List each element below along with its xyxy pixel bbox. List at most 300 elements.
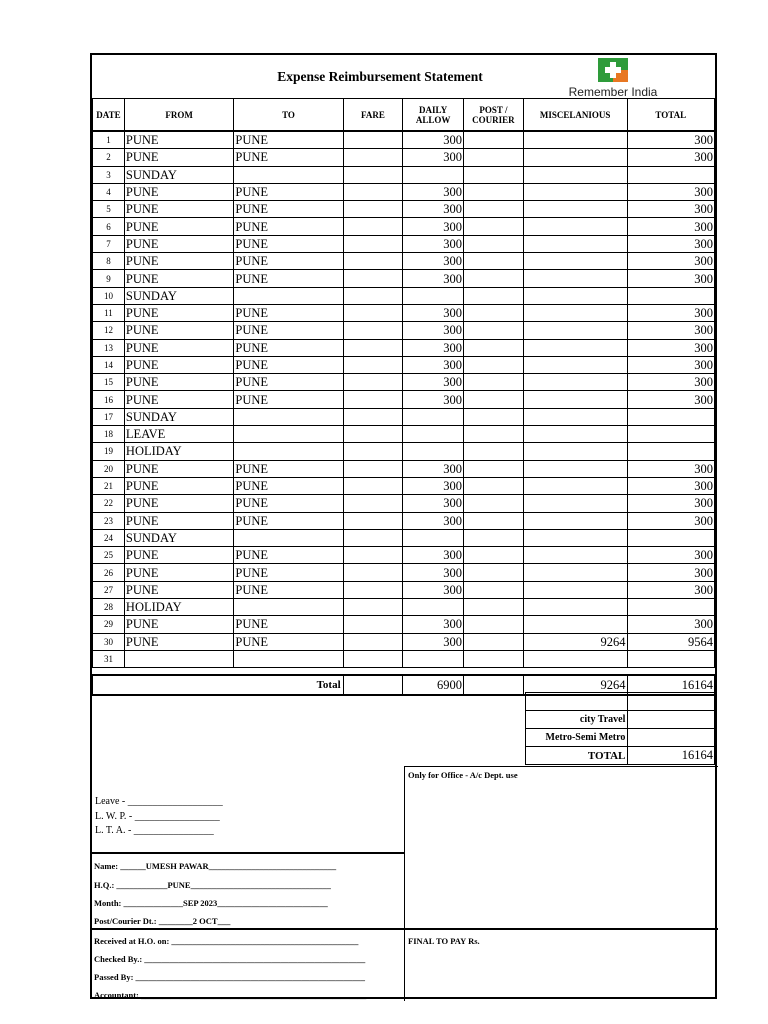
to-cell bbox=[234, 166, 343, 183]
to-cell bbox=[234, 287, 343, 304]
miscelanious-cell bbox=[523, 218, 627, 235]
table-row bbox=[93, 460, 715, 477]
from-cell: SUNDAY bbox=[124, 166, 233, 183]
miscelanious-cell bbox=[523, 477, 627, 494]
to-cell bbox=[234, 599, 343, 616]
to-cell: PUNE bbox=[234, 235, 343, 252]
daily-allow-cell: 300 bbox=[403, 270, 464, 287]
date-cell: 4 bbox=[93, 183, 125, 200]
from-cell: SUNDAY bbox=[124, 529, 233, 546]
spacer-cell bbox=[403, 668, 464, 676]
total-cell: 300 bbox=[627, 183, 715, 200]
post-suffix: ___ bbox=[217, 916, 231, 926]
header-miscelanious: MISCELANIOUS bbox=[523, 99, 627, 132]
spacer-cell bbox=[343, 668, 403, 676]
totals-miscelanious: 9264 bbox=[523, 675, 627, 695]
table-row bbox=[93, 391, 715, 408]
total-cell: 300 bbox=[627, 512, 715, 529]
total-cell bbox=[627, 287, 715, 304]
fare-cell bbox=[343, 616, 403, 633]
date-cell: 12 bbox=[93, 322, 125, 339]
from-cell: LEAVE bbox=[124, 426, 233, 443]
daily-allow-cell bbox=[403, 529, 464, 546]
post-prefix: Post/Courier Dt.: ________ bbox=[94, 916, 193, 926]
daily-allow-cell: 300 bbox=[403, 616, 464, 633]
to-cell: PUNE bbox=[234, 253, 343, 270]
spacer-cell bbox=[124, 668, 233, 676]
from-cell: PUNE bbox=[124, 218, 233, 235]
miscelanious-cell bbox=[523, 149, 627, 166]
date-cell: 31 bbox=[93, 650, 125, 667]
table-row bbox=[93, 633, 715, 650]
daily-allow-cell: 300 bbox=[403, 339, 464, 356]
final-to-pay-box bbox=[404, 928, 718, 1001]
daily-allow-cell: 300 bbox=[403, 131, 464, 149]
totals-label: Total bbox=[93, 675, 344, 695]
from-cell: PUNE bbox=[124, 616, 233, 633]
passed-line: Passed By: ______________________________________________________ bbox=[94, 972, 366, 982]
to-cell: PUNE bbox=[234, 149, 343, 166]
table-row bbox=[93, 512, 715, 529]
table-row bbox=[93, 547, 715, 564]
metro-semi-metro-value bbox=[628, 729, 715, 747]
daily-allow-cell: 300 bbox=[403, 356, 464, 373]
daily-allow-cell: 300 bbox=[403, 547, 464, 564]
to-cell bbox=[234, 408, 343, 425]
daily-allow-cell: 300 bbox=[403, 495, 464, 512]
date-cell: 9 bbox=[93, 270, 125, 287]
fare-cell bbox=[343, 356, 403, 373]
post-courier-cell bbox=[464, 166, 524, 183]
header-post-line2: COURIER bbox=[472, 114, 515, 125]
from-cell: PUNE bbox=[124, 339, 233, 356]
table-row bbox=[93, 581, 715, 598]
date-cell: 20 bbox=[93, 460, 125, 477]
to-cell: PUNE bbox=[234, 304, 343, 321]
miscelanious-cell bbox=[523, 529, 627, 546]
post-courier-cell bbox=[464, 287, 524, 304]
table-row bbox=[93, 235, 715, 252]
from-cell: PUNE bbox=[124, 374, 233, 391]
table-row bbox=[93, 201, 715, 218]
daily-allow-cell: 300 bbox=[403, 304, 464, 321]
to-cell: PUNE bbox=[234, 218, 343, 235]
miscelanious-cell bbox=[523, 581, 627, 598]
from-cell: PUNE bbox=[124, 201, 233, 218]
approval-box bbox=[92, 928, 404, 1001]
post-courier-cell bbox=[464, 201, 524, 218]
hq-line bbox=[94, 880, 331, 890]
table-row bbox=[93, 443, 715, 460]
totals-grand-total: 16164 bbox=[627, 675, 715, 695]
post-value: 2 OCT bbox=[192, 916, 218, 926]
post-courier-cell bbox=[464, 356, 524, 373]
from-cell: PUNE bbox=[124, 460, 233, 477]
month-prefix: Month: ______________ bbox=[94, 898, 184, 908]
statement-title: Expense Reimbursement Statement bbox=[277, 69, 483, 84]
miscelanious-cell bbox=[523, 253, 627, 270]
post-courier-cell bbox=[464, 529, 524, 546]
fare-cell bbox=[343, 564, 403, 581]
post-courier-cell bbox=[464, 547, 524, 564]
date-cell: 15 bbox=[93, 374, 125, 391]
totals-daily-allow: 6900 bbox=[403, 675, 464, 695]
miscelanious-cell bbox=[523, 426, 627, 443]
date-cell: 5 bbox=[93, 201, 125, 218]
post-courier-cell bbox=[464, 149, 524, 166]
city-travel-value bbox=[628, 711, 715, 729]
date-cell: 30 bbox=[93, 633, 125, 650]
daily-allow-cell bbox=[403, 599, 464, 616]
table-row bbox=[93, 304, 715, 321]
date-cell: 13 bbox=[93, 339, 125, 356]
total-cell: 300 bbox=[627, 253, 715, 270]
header-daily-line2: ALLOW bbox=[415, 114, 451, 125]
post-courier-cell bbox=[464, 391, 524, 408]
miscelanious-cell bbox=[523, 374, 627, 391]
hq-suffix: _________________________________ bbox=[190, 880, 331, 890]
miscelanious-cell bbox=[523, 512, 627, 529]
total-cell bbox=[627, 443, 715, 460]
post-courier-cell bbox=[464, 253, 524, 270]
to-cell: PUNE bbox=[234, 270, 343, 287]
month-suffix: __________________________ bbox=[217, 898, 328, 908]
to-cell bbox=[234, 529, 343, 546]
daily-allow-cell: 300 bbox=[403, 477, 464, 494]
miscelanious-cell bbox=[523, 183, 627, 200]
date-cell: 28 bbox=[93, 599, 125, 616]
name-suffix: ______________________________ bbox=[208, 861, 337, 871]
total-cell: 300 bbox=[627, 339, 715, 356]
summary-metro-row bbox=[526, 729, 715, 747]
from-cell: PUNE bbox=[124, 131, 233, 149]
post-courier-cell bbox=[464, 131, 524, 149]
miscelanious-cell bbox=[523, 650, 627, 667]
total-cell: 300 bbox=[627, 616, 715, 633]
summary-blank-value bbox=[628, 693, 715, 711]
post-courier-cell bbox=[464, 564, 524, 581]
summary-table bbox=[525, 692, 715, 765]
post-courier-cell bbox=[464, 408, 524, 425]
daily-allow-cell: 300 bbox=[403, 633, 464, 650]
table-header-row bbox=[93, 99, 715, 132]
spacer-cell bbox=[627, 668, 715, 676]
date-cell: 24 bbox=[93, 529, 125, 546]
from-cell: PUNE bbox=[124, 547, 233, 564]
total-cell bbox=[627, 650, 715, 667]
from-cell: PUNE bbox=[124, 477, 233, 494]
name-value: UMESH PAWAR bbox=[145, 861, 209, 871]
table-row bbox=[93, 564, 715, 581]
miscelanious-cell bbox=[523, 304, 627, 321]
header-post-courier bbox=[464, 99, 524, 132]
from-cell: PUNE bbox=[124, 183, 233, 200]
table-row bbox=[93, 183, 715, 200]
lta-line: L. T. A. - ________________ bbox=[95, 825, 214, 836]
city-travel-label: city Travel bbox=[526, 711, 628, 729]
total-cell bbox=[627, 426, 715, 443]
miscelanious-cell bbox=[523, 460, 627, 477]
total-cell: 300 bbox=[627, 322, 715, 339]
post-courier-cell bbox=[464, 460, 524, 477]
daily-allow-cell: 300 bbox=[403, 512, 464, 529]
from-cell: PUNE bbox=[124, 304, 233, 321]
from-cell: PUNE bbox=[124, 270, 233, 287]
post-courier-cell bbox=[464, 633, 524, 650]
header-daily-allow bbox=[403, 99, 464, 132]
date-cell: 23 bbox=[93, 512, 125, 529]
spacer-row bbox=[93, 668, 715, 676]
miscelanious-cell bbox=[523, 547, 627, 564]
fare-cell bbox=[343, 374, 403, 391]
expense-table bbox=[92, 98, 715, 696]
miscelanious-cell bbox=[523, 235, 627, 252]
metro-semi-metro-label: Metro-Semi Metro bbox=[526, 729, 628, 747]
date-cell: 11 bbox=[93, 304, 125, 321]
fare-cell bbox=[343, 235, 403, 252]
fare-cell bbox=[343, 287, 403, 304]
to-cell: PUNE bbox=[234, 374, 343, 391]
to-cell: PUNE bbox=[234, 131, 343, 149]
to-cell: PUNE bbox=[234, 460, 343, 477]
daily-allow-cell: 300 bbox=[403, 581, 464, 598]
summary-city-travel-row bbox=[526, 711, 715, 729]
summary-total-value: 16164 bbox=[628, 747, 715, 765]
miscelanious-cell bbox=[523, 564, 627, 581]
table-row bbox=[93, 408, 715, 425]
hq-value: PUNE bbox=[167, 880, 191, 890]
total-cell: 300 bbox=[627, 391, 715, 408]
fare-cell bbox=[343, 322, 403, 339]
table-row bbox=[93, 616, 715, 633]
to-cell: PUNE bbox=[234, 322, 343, 339]
daily-allow-cell: 300 bbox=[403, 564, 464, 581]
to-cell: PUNE bbox=[234, 564, 343, 581]
daily-allow-cell: 300 bbox=[403, 218, 464, 235]
fare-cell bbox=[343, 460, 403, 477]
daily-allow-cell: 300 bbox=[403, 201, 464, 218]
post-courier-cell bbox=[464, 616, 524, 633]
daily-allow-cell: 300 bbox=[403, 235, 464, 252]
table-row bbox=[93, 287, 715, 304]
post-courier-cell bbox=[464, 477, 524, 494]
to-cell: PUNE bbox=[234, 581, 343, 598]
total-cell bbox=[627, 166, 715, 183]
summary-total-row bbox=[526, 747, 715, 765]
miscelanious-cell bbox=[523, 391, 627, 408]
date-cell: 14 bbox=[93, 356, 125, 373]
month-value: SEP 2023 bbox=[183, 898, 218, 908]
fare-cell bbox=[343, 339, 403, 356]
fare-cell bbox=[343, 633, 403, 650]
date-cell: 8 bbox=[93, 253, 125, 270]
fare-cell bbox=[343, 495, 403, 512]
total-cell: 300 bbox=[627, 564, 715, 581]
date-cell: 18 bbox=[93, 426, 125, 443]
from-cell: PUNE bbox=[124, 495, 233, 512]
name-line bbox=[94, 861, 336, 871]
fare-cell bbox=[343, 253, 403, 270]
fare-cell bbox=[343, 131, 403, 149]
post-courier-cell bbox=[464, 339, 524, 356]
total-cell: 300 bbox=[627, 235, 715, 252]
total-cell: 300 bbox=[627, 201, 715, 218]
spacer-cell bbox=[464, 668, 524, 676]
to-cell: PUNE bbox=[234, 512, 343, 529]
post-courier-cell bbox=[464, 374, 524, 391]
accountant-line: Accountant: _____________________________________________________ bbox=[94, 990, 367, 1000]
total-cell: 300 bbox=[627, 218, 715, 235]
from-cell: PUNE bbox=[124, 581, 233, 598]
fare-cell bbox=[343, 218, 403, 235]
miscelanious-cell bbox=[523, 408, 627, 425]
post-courier-cell bbox=[464, 426, 524, 443]
from-cell: SUNDAY bbox=[124, 408, 233, 425]
date-cell: 6 bbox=[93, 218, 125, 235]
from-cell: HOLIDAY bbox=[124, 599, 233, 616]
header-daily-line1: DAILY bbox=[419, 104, 448, 115]
date-cell: 10 bbox=[93, 287, 125, 304]
table-row bbox=[93, 218, 715, 235]
daily-allow-cell: 300 bbox=[403, 460, 464, 477]
total-cell bbox=[627, 408, 715, 425]
logo-icon bbox=[598, 58, 628, 82]
header-post-line1: POST / bbox=[479, 104, 508, 115]
date-cell: 29 bbox=[93, 616, 125, 633]
date-cell: 26 bbox=[93, 564, 125, 581]
miscelanious-cell bbox=[523, 495, 627, 512]
from-cell: PUNE bbox=[124, 391, 233, 408]
fare-cell bbox=[343, 270, 403, 287]
fare-cell bbox=[343, 391, 403, 408]
fare-cell bbox=[343, 443, 403, 460]
date-cell: 19 bbox=[93, 443, 125, 460]
to-cell: PUNE bbox=[234, 356, 343, 373]
fare-cell bbox=[343, 426, 403, 443]
fare-cell bbox=[343, 512, 403, 529]
date-cell: 2 bbox=[93, 149, 125, 166]
date-cell: 25 bbox=[93, 547, 125, 564]
summary-total-label: TOTAL bbox=[526, 747, 628, 765]
post-courier-cell bbox=[464, 235, 524, 252]
fare-cell bbox=[343, 166, 403, 183]
to-cell: PUNE bbox=[234, 495, 343, 512]
table-row bbox=[93, 495, 715, 512]
date-cell: 21 bbox=[93, 477, 125, 494]
header-fare: FARE bbox=[343, 99, 403, 132]
leave-block bbox=[95, 795, 223, 839]
office-use-label: Only for Office - A/c Dept. use bbox=[408, 770, 518, 780]
table-row bbox=[93, 426, 715, 443]
daily-allow-cell: 300 bbox=[403, 253, 464, 270]
fare-cell bbox=[343, 304, 403, 321]
fare-cell bbox=[343, 529, 403, 546]
total-cell: 300 bbox=[627, 374, 715, 391]
leave-line: Leave - ___________________ bbox=[95, 796, 223, 807]
miscelanious-cell bbox=[523, 339, 627, 356]
post-courier-cell bbox=[464, 599, 524, 616]
post-courier-cell bbox=[464, 304, 524, 321]
to-cell: PUNE bbox=[234, 339, 343, 356]
header-to: TO bbox=[234, 99, 343, 132]
date-cell: 22 bbox=[93, 495, 125, 512]
date-cell: 7 bbox=[93, 235, 125, 252]
miscelanious-cell bbox=[523, 616, 627, 633]
fare-cell bbox=[343, 581, 403, 598]
daily-allow-cell bbox=[403, 426, 464, 443]
post-courier-cell bbox=[464, 581, 524, 598]
daily-allow-cell bbox=[403, 166, 464, 183]
table-row bbox=[93, 650, 715, 667]
date-cell: 16 bbox=[93, 391, 125, 408]
post-courier-cell bbox=[464, 650, 524, 667]
from-cell: PUNE bbox=[124, 235, 233, 252]
daily-allow-cell bbox=[403, 443, 464, 460]
post-courier-cell bbox=[464, 495, 524, 512]
to-cell bbox=[234, 650, 343, 667]
total-cell bbox=[627, 529, 715, 546]
table-row bbox=[93, 356, 715, 373]
date-cell: 3 bbox=[93, 166, 125, 183]
daily-allow-cell: 300 bbox=[403, 149, 464, 166]
fare-cell bbox=[343, 201, 403, 218]
total-cell: 300 bbox=[627, 581, 715, 598]
employee-info-box bbox=[92, 852, 405, 928]
fare-cell bbox=[343, 408, 403, 425]
table-row bbox=[93, 599, 715, 616]
to-cell: PUNE bbox=[234, 201, 343, 218]
lwp-line: L. W. P. - _________________ bbox=[95, 810, 220, 822]
miscelanious-cell bbox=[523, 131, 627, 149]
post-courier-cell bbox=[464, 270, 524, 287]
to-cell: PUNE bbox=[234, 616, 343, 633]
to-cell bbox=[234, 443, 343, 460]
to-cell: PUNE bbox=[234, 547, 343, 564]
miscelanious-cell bbox=[523, 166, 627, 183]
total-cell: 300 bbox=[627, 270, 715, 287]
from-cell: HOLIDAY bbox=[124, 443, 233, 460]
summary-blank-row bbox=[526, 693, 715, 711]
expense-statement-sheet bbox=[90, 53, 717, 999]
total-cell: 300 bbox=[627, 356, 715, 373]
to-cell: PUNE bbox=[234, 477, 343, 494]
total-cell: 300 bbox=[627, 477, 715, 494]
post-courier-cell bbox=[464, 218, 524, 235]
date-cell: 27 bbox=[93, 581, 125, 598]
month-line bbox=[94, 898, 328, 908]
header-from: FROM bbox=[124, 99, 233, 132]
table-row bbox=[93, 131, 715, 149]
spacer-cell bbox=[234, 668, 343, 676]
received-line: Received at H.O. on: ____________________________________________ bbox=[94, 936, 359, 946]
daily-allow-cell: 300 bbox=[403, 322, 464, 339]
table-row bbox=[93, 374, 715, 391]
from-cell: PUNE bbox=[124, 512, 233, 529]
table-row bbox=[93, 149, 715, 166]
post-courier-cell bbox=[464, 443, 524, 460]
to-cell: PUNE bbox=[234, 183, 343, 200]
from-cell bbox=[124, 650, 233, 667]
daily-allow-cell: 300 bbox=[403, 183, 464, 200]
logo-text: Remember India bbox=[568, 85, 658, 99]
table-row bbox=[93, 322, 715, 339]
header-date: DATE bbox=[93, 99, 125, 132]
daily-allow-cell bbox=[403, 287, 464, 304]
table-row bbox=[93, 270, 715, 287]
post-courier-cell bbox=[464, 183, 524, 200]
miscelanious-cell bbox=[523, 599, 627, 616]
spacer-cell bbox=[523, 668, 627, 676]
